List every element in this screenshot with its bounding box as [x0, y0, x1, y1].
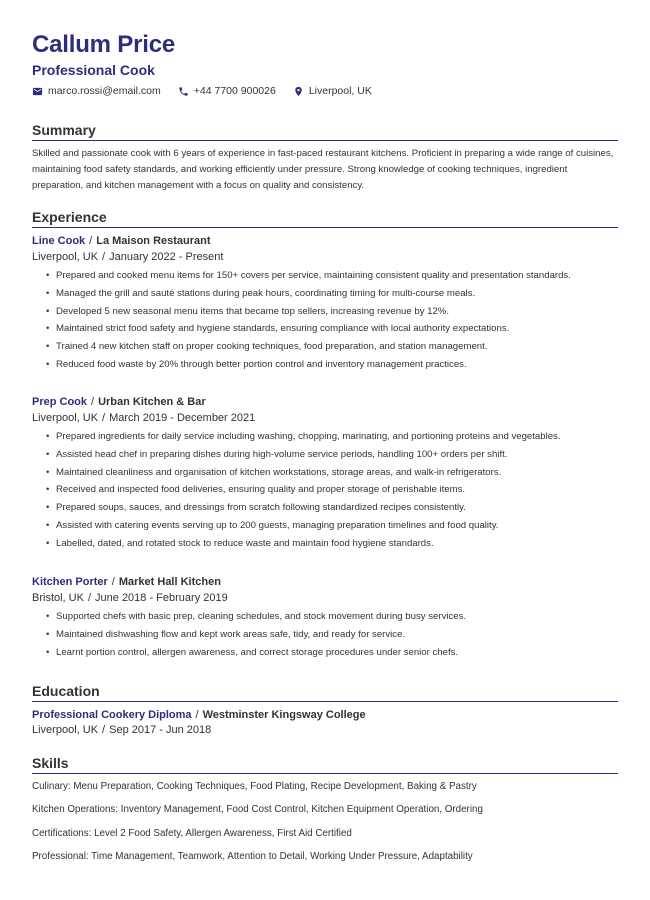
skill-line: Certifications: Level 2 Food Safety, Allergen Awareness, First Aid Certified — [32, 828, 352, 839]
job-location: Liverpool, UK — [32, 412, 99, 424]
job-title-line: Prep Cook / Urban Kitchen & Bar — [32, 396, 206, 408]
job-location: Bristol, UK — [32, 592, 84, 604]
list-item: • Maintained strict food safety and hygiene standards, ensuring compliance with local authority expectations. — [46, 320, 618, 338]
list-item: • Supported chefs with basic prep, cleaning schedules, and stock movement during busy services. — [46, 608, 618, 626]
education-location: Liverpool, UK — [32, 724, 99, 736]
job-role: Prep Cook — [32, 396, 88, 408]
list-item: • Trained 4 new kitchen staff on proper cooking techniques, food preparation, and station management. — [46, 338, 618, 356]
contact-location — [293, 85, 372, 97]
list-item: • Prepared soups, sauces, and dressings from scratch following standardized recipes consistently. — [46, 499, 618, 517]
location-pin-icon — [293, 86, 304, 97]
phone-text: +44 7700 900026 — [193, 85, 276, 97]
school: Westminster Kingsway College — [202, 709, 366, 721]
job-employer: Urban Kitchen & Bar — [98, 396, 206, 408]
contact-phone[interactable] — [178, 85, 276, 97]
list-item: • Maintained dishwashing flow and kept work areas safe, tidy, and ready for service. — [46, 626, 618, 644]
contact-email[interactable] — [32, 85, 161, 97]
skill-line: Kitchen Operations: Inventory Management, Food Cost Control, Kitchen Equipment Operation, Ordering — [32, 804, 483, 815]
list-item: • Managed the grill and sauté stations during peak hours, coordinating timing for multi-course meals. — [46, 285, 618, 303]
job-role: Line Cook — [32, 235, 86, 247]
job-dates: March 2019 - December 2021 — [109, 412, 256, 424]
job-title-line: Line Cook / La Maison Restaurant — [32, 235, 211, 247]
job-bullets — [46, 428, 618, 553]
job-dates: January 2022 - Present — [109, 251, 224, 263]
skill-line: Culinary: Menu Preparation, Cooking Techniques, Food Plating, Recipe Development, Baking & Pastry — [32, 781, 477, 792]
candidate-title: Professional Cook — [32, 62, 155, 78]
skill-line: Professional: Time Management, Teamwork, Attention to Detail, Working Under Pressure, Adaptability — [32, 851, 473, 862]
summary-heading: Summary — [32, 122, 618, 141]
list-item: • Maintained cleanliness and organisation of kitchen workstations, storage areas, and walk-in refrigerators. — [46, 464, 618, 482]
job-meta: Bristol, UK / June 2018 - February 2019 — [32, 592, 228, 604]
list-item: • Received and inspected food deliveries, ensuring quality and proper storage of perishable items. — [46, 481, 618, 499]
list-item: • Prepared ingredients for daily service including washing, chopping, marinating, and portioning proteins and vegetables. — [46, 428, 618, 446]
location-text: Liverpool, UK — [308, 85, 372, 97]
list-item: • Assisted head chef in preparing dishes during high-volume service periods, handling 100+ orders per shift. — [46, 446, 618, 464]
education-title-line: Professional Cookery Diploma / Westminster Kingsway College — [32, 709, 366, 721]
education-dates: Sep 2017 - Jun 2018 — [109, 724, 212, 736]
job-employer: La Maison Restaurant — [96, 235, 211, 247]
job-meta: Liverpool, UK / January 2022 - Present — [32, 251, 224, 263]
email-text: marco.rossi@email.com — [48, 85, 161, 97]
list-item: • Labelled, dated, and rotated stock to reduce waste and maintain food hygiene standards. — [46, 535, 618, 553]
job-dates: June 2018 - February 2019 — [95, 592, 228, 604]
mail-icon — [32, 86, 43, 97]
job-title-line: Kitchen Porter / Market Hall Kitchen — [32, 576, 221, 588]
job-meta: Liverpool, UK / March 2019 - December 2021 — [32, 412, 256, 424]
skills-heading: Skills — [32, 755, 618, 774]
degree: Professional Cookery Diploma — [32, 709, 192, 721]
job-bullets — [46, 267, 618, 374]
education-heading: Education — [32, 683, 618, 702]
list-item: • Assisted with catering events serving up to 200 guests, managing preparation timelines and food quality. — [46, 517, 618, 535]
phone-icon — [178, 86, 189, 97]
job-location: Liverpool, UK — [32, 251, 99, 263]
list-item: • Prepared and cooked menu items for 150+ covers per service, maintaining consistent quality and presentation standards. — [46, 267, 618, 285]
candidate-name: Callum Price — [32, 31, 175, 58]
experience-heading: Experience — [32, 209, 618, 228]
list-item: • Reduced food waste by 20% through better portion control and inventory management practices. — [46, 356, 618, 374]
job-bullets — [46, 608, 618, 661]
contact-row — [32, 85, 389, 97]
education-meta: Liverpool, UK / Sep 2017 - Jun 2018 — [32, 724, 212, 736]
job-employer: Market Hall Kitchen — [118, 576, 221, 588]
job-role: Kitchen Porter — [32, 576, 108, 588]
list-item: • Developed 5 new seasonal menu items that became top sellers, increasing revenue by 12%. — [46, 303, 618, 321]
list-item: • Learnt portion control, allergen awareness, and correct storage procedures under senior chefs. — [46, 644, 618, 662]
summary-text: Skilled and passionate cook with 6 years of experience in fast-paced restaurant kitchens. Proficient in preparing a wide range of cuisines, maintaining food safety standards, and working efficiently under pressure. Strong knowledge of cooking techniques, ingredient preparation, and kitchen management with a focus on quality and consistency. — [32, 148, 614, 191]
